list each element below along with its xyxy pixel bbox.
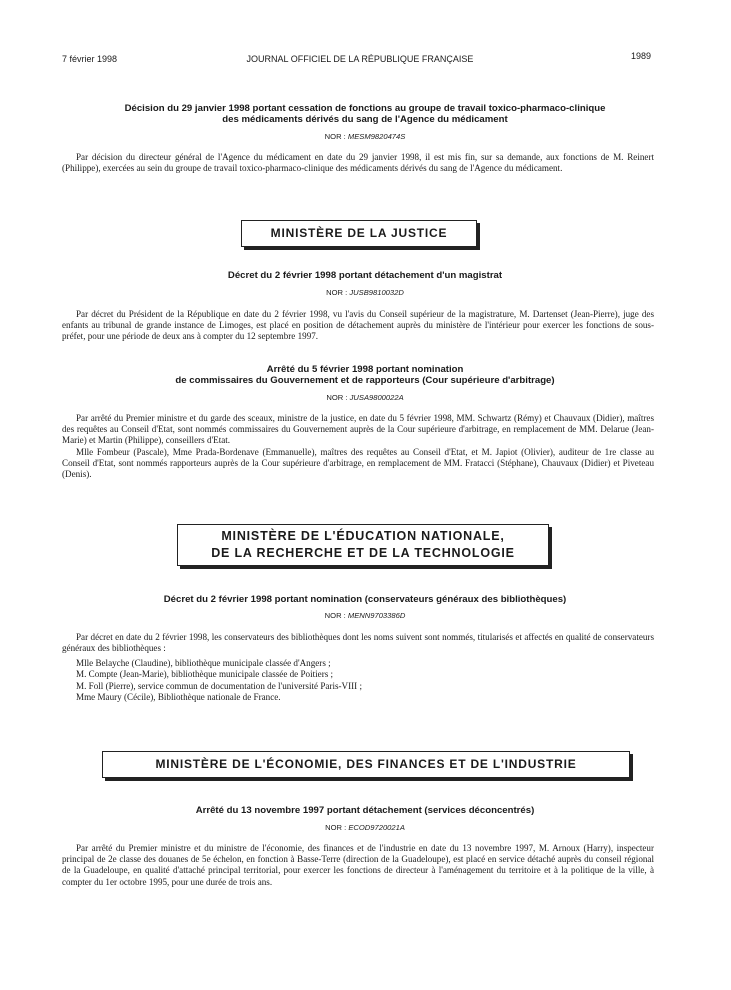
ministry-education-line-1: MINISTÈRE DE L'ÉDUCATION NATIONALE, xyxy=(221,529,505,543)
decision-paragraph xyxy=(62,152,654,174)
nor-code: JUSB9810032D xyxy=(349,288,404,297)
arrete-arbitrage-paragraphs xyxy=(62,413,654,480)
decret-magistrat-nor xyxy=(40,288,690,297)
nor-code: MENN9703386D xyxy=(347,611,406,620)
ministry-economie-heading xyxy=(102,751,630,778)
decision-title-line-1: Décision du 29 janvier 1998 portant cessation de fonctions au groupe de travail toxico-pharmaco-clinique xyxy=(124,103,606,114)
arrete-arbitrage-title-line-2: de commissaires du Gouvernement et de rapporteurs (Cour supérieure d'arbitrage) xyxy=(175,375,555,386)
ministry-justice-heading xyxy=(241,220,477,247)
list-item: Mlle Belayche (Claudine), bibliothèque municipale classée d'Angers ; xyxy=(76,658,331,668)
nor-code: MESM9820474S xyxy=(347,132,406,141)
nor-label: NOR : xyxy=(326,288,348,297)
ministry-education-line-2: DE LA RECHERCHE ET DE LA TECHNOLOGIE xyxy=(211,546,515,560)
header-journal-title: JOURNAL OFFICIEL DE LA RÉPUBLIQUE FRANÇAISE xyxy=(246,54,474,64)
arrete-arbitrage-title-line-1: Arrêté du 5 février 1998 portant nomination xyxy=(266,364,464,375)
decret-magistrat-title: Décret du 2 février 1998 portant détachement d'un magistrat xyxy=(227,270,503,281)
list-item: Mme Maury (Cécile), Bibliothèque nationale de France. xyxy=(76,692,281,703)
nor-code: JUSA9800022A xyxy=(349,393,404,402)
decret-bibliotheques-nor xyxy=(40,611,690,620)
ministry-economie-label: MINISTÈRE DE L'ÉCONOMIE, DES FINANCES ET DE L'INDUSTRIE xyxy=(155,757,577,771)
decret-bibliotheques-paragraph xyxy=(62,632,654,654)
decision-title-line-2: des médicaments dérivés du sang de l'Agence du médicament xyxy=(222,114,508,125)
arrete-arbitrage-text-2: Mlle Fombeur (Pascale), Mme Prada-Bordenave (Emmanuelle), maîtres des requêtes au Conseil d'Etat, et M. Japiot (Olivier), auditeur de 1re classe au Conseil d'Etat, sont nommés rapporteurs auprès de la Cour supérieure d'arbitrage, en remplacement de MM. Fratacci (Stéphane), Chauvaux (Didier) et Piveteau (Denis). xyxy=(62,446,654,480)
arrete-arbitrage-text-1: Par arrêté du Premier ministre et du garde des sceaux, ministre de la justice, en date du 5 février 1998, MM. Schwartz (Rémy) et Chauvaux (Didier), maîtres des requêtes au Conseil d'Etat, sont nommés commissaires du Gouvernement auprès de la Cour supérieure d'arbitrage, en remplacement de MM. Delarue (Jean-Marie) et Martin (Philippe), conseillers d'Etat. xyxy=(62,413,654,446)
nor-code: ECOD9720021A xyxy=(348,823,405,832)
bibliotheques-names-list xyxy=(62,658,654,704)
arrete-arbitrage-nor xyxy=(40,393,690,402)
decision-title xyxy=(40,103,690,125)
decret-bibliotheques-text: Par décret en date du 2 février 1998, les conservateurs des bibliothèques dont les noms suivent sont nommés, titularisés et affectés en qualité de conservateurs généraux des bibliothèques : xyxy=(62,632,654,654)
arrete-deconcentres-text: Par arrêté du Premier ministre et du ministre de l'économie, des finances et de l'industrie en date du 13 novembre 1997, M. Arnoux (Harry), inspecteur principal de 2e classe des douanes de 5e échelon, en fonction à Basse-Terre (direction de la Guadeloupe), est placé en service détaché auprès du conseil régional de la Guadeloupe, en qualité d'attaché principal territorial, pour exercer les fonctions de directeur à l'aménagement du territoire et à la politique de la ville, à compter du 1er octobre 1995, pour une durée de trois ans. xyxy=(62,843,654,887)
header-date: 7 février 1998 xyxy=(62,54,118,64)
arrete-arbitrage-title xyxy=(40,364,690,386)
header-page-number: 1989 xyxy=(630,51,651,61)
ministry-justice-label: MINISTÈRE DE LA JUSTICE xyxy=(270,226,448,240)
nor-label: NOR : xyxy=(324,611,346,620)
decret-magistrat-text: Par décret du Président de la République en date du 2 février 1998, vu l'avis du Conseil supérieur de la magistrature, M. Dartenset (Jean-Pierre), juge des enfants au tribunal de grande instance de Limoges, est placé en position de détachement auprès du ministère de l'intérieur pour exercer les fonctions de sous-préfet, pour une période de deux ans à compter du 12 septembre 1997. xyxy=(62,309,654,342)
ministry-education-heading xyxy=(177,524,549,566)
decret-magistrat-paragraph xyxy=(62,309,654,343)
arrete-deconcentres-nor xyxy=(40,823,690,832)
decision-text: Par décision du directeur général de l'Agence du médicament en date du 29 janvier 1998, il est mis fin, sur sa demande, aux fonctions de M. Reinert (Philippe), exercées au sein du groupe de travail toxico-pharmaco-clinique des médicaments dérivés du sang de l'Agence du médicament. xyxy=(62,152,654,174)
arrete-deconcentres-paragraph xyxy=(62,843,654,888)
decret-bibliotheques-title: Décret du 2 février 1998 portant nomination (conservateurs généraux des bibliothèques) xyxy=(163,594,567,605)
arrete-deconcentres-title: Arrêté du 13 novembre 1997 portant détachement (services déconcentrés) xyxy=(195,805,535,816)
list-item: M. Compte (Jean-Marie), bibliothèque municipale classée de Poitiers ; xyxy=(76,669,334,680)
nor-label: NOR : xyxy=(325,823,347,832)
nor-label: NOR : xyxy=(326,393,348,402)
decision-nor xyxy=(40,132,690,141)
nor-label: NOR : xyxy=(324,132,346,141)
list-item: M. Foll (Pierre), service commun de documentation de l'université Paris-VIII ; xyxy=(76,680,362,691)
